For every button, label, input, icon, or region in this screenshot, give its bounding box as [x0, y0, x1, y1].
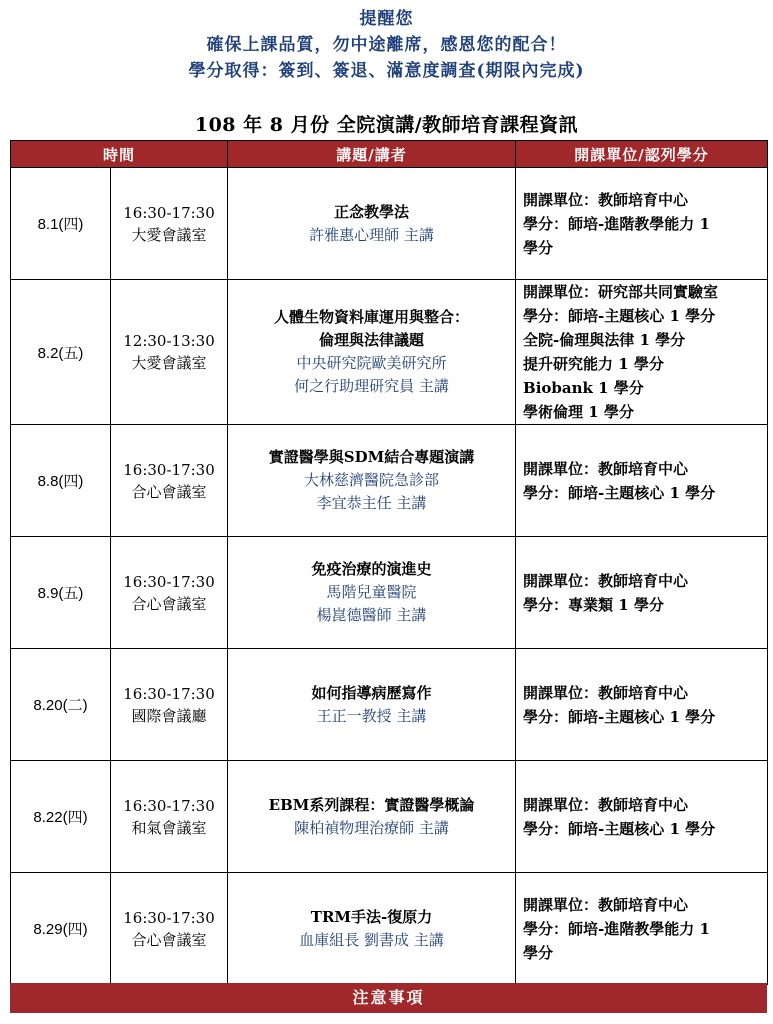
- speaker: 陳柏禎物理治療師 主講: [294, 818, 449, 837]
- session-date: 8.8(四): [11, 425, 111, 537]
- table-row: [11, 168, 768, 280]
- speaker: 馬階兒童醫院: [326, 583, 417, 601]
- credit-line: 開課單位：教師培育中心: [523, 683, 689, 702]
- session-room: 國際會議廳: [131, 706, 207, 725]
- session-credit-cell: [516, 168, 768, 280]
- credit-line: 開課單位：研究部共同實驗室: [523, 283, 719, 301]
- table-row: [11, 280, 768, 425]
- session-time-cell: [111, 168, 228, 280]
- session-topic-cell: [228, 168, 516, 280]
- speaker: 王正一教授 主講: [316, 706, 427, 725]
- header-time: 時間: [11, 141, 228, 168]
- credit-line: 開課單位：教師培育中心: [523, 190, 689, 209]
- credit-line: 開課單位：教師培育中心: [523, 895, 689, 914]
- credit-line: 開課單位：教師培育中心: [523, 459, 689, 478]
- session-time: 16:30-17:30: [123, 460, 215, 479]
- credit-line: 提升研究能力 1 學分: [523, 355, 664, 373]
- session-credit-cell: [516, 649, 768, 761]
- session-topic-cell: [228, 873, 516, 985]
- topic-title: 如何指導病歷寫作: [311, 683, 432, 702]
- session-topic-cell: [228, 537, 516, 649]
- session-topic-cell: [228, 649, 516, 761]
- credit-line: 學分：師培-主題核心 1 學分: [523, 819, 716, 838]
- reminder-attendance-note: 確保上課品質，勿中途離席，感恩您的配合！: [206, 35, 567, 55]
- table-row: [11, 873, 768, 985]
- speaker: 大林慈濟醫院急診部: [304, 471, 440, 489]
- credit-line: 全院-倫理與法律 1 學分: [523, 331, 686, 349]
- speaker: 血庫組長 劉書成 主講: [299, 930, 444, 949]
- credit-line: 學分: [523, 238, 554, 257]
- session-room: 合心會議室: [131, 482, 207, 501]
- session-room: 合心會議室: [131, 930, 207, 949]
- reminder-credit-note: 學分取得：簽到、簽退、滿意度調查(期限內完成): [188, 61, 585, 81]
- session-time: 12:30-13:30: [123, 332, 215, 350]
- session-time: 16:30-17:30: [123, 572, 215, 591]
- session-time: 16:30-17:30: [123, 908, 215, 927]
- session-date: 8.2(五): [11, 280, 111, 425]
- speaker: 許雅惠心理師 主講: [309, 225, 434, 244]
- speaker: 中央研究院歐美研究所: [296, 354, 447, 372]
- session-topic-cell: [228, 425, 516, 537]
- header-credit: 開課單位/認列學分: [516, 141, 768, 168]
- session-credit-cell: [516, 873, 768, 985]
- table-row: [11, 761, 768, 873]
- session-time: 16:30-17:30: [123, 684, 215, 703]
- session-room: 大愛會議室: [131, 354, 207, 372]
- topic-title: 正念教學法: [334, 202, 410, 221]
- session-time-cell: [111, 649, 228, 761]
- session-topic-cell: [228, 761, 516, 873]
- credit-line: 學術倫理 1 學分: [523, 403, 634, 421]
- table-row: [11, 425, 768, 537]
- credit-line: 開課單位：教師培育中心: [523, 571, 689, 590]
- credit-line: 學分：師培-主題核心 1 學分: [523, 707, 716, 726]
- session-room: 和氣會議室: [131, 818, 207, 837]
- session-time: 16:30-17:30: [123, 796, 215, 815]
- speaker: 何之行助理研究員 主講: [294, 377, 449, 395]
- table-row: [11, 537, 768, 649]
- speaker: 楊崑德醫師 主講: [316, 606, 427, 624]
- session-credit-cell: [516, 537, 768, 649]
- session-credit-cell: [516, 425, 768, 537]
- table-header-row: [11, 141, 768, 168]
- speaker: 李宜恭主任 主講: [316, 494, 427, 512]
- credit-line: Biobank 1 學分: [523, 379, 644, 397]
- session-date: 8.1(四): [11, 168, 111, 280]
- credit-line: 學分：師培-進階教學能力 1: [523, 919, 710, 938]
- credit-line: 開課單位：教師培育中心: [523, 795, 689, 814]
- topic-title: EBM系列課程：實證醫學概論: [268, 795, 475, 814]
- credit-line: 學分：師培-主題核心 1 學分: [523, 307, 716, 325]
- notice-bar: 注意事項: [10, 983, 767, 1013]
- reminder-heading: 提醒您: [359, 9, 414, 29]
- session-time-cell: [111, 425, 228, 537]
- session-topic-cell: [228, 280, 516, 425]
- credit-line: 學分：專業類 1 學分: [523, 595, 664, 614]
- session-time: 16:30-17:30: [123, 203, 215, 222]
- session-time-cell: [111, 873, 228, 985]
- topic-title: 人體生物資料庫運用與整合：: [274, 308, 470, 326]
- session-date: 8.22(四): [11, 761, 111, 873]
- table-row: [11, 649, 768, 761]
- credit-line: 學分：師培-主題核心 1 學分: [523, 483, 716, 502]
- reminder-block: [0, 6, 773, 84]
- session-credit-cell: [516, 761, 768, 873]
- topic-title: 倫理與法律議題: [319, 331, 425, 349]
- topic-title: 免疫治療的演進史: [311, 560, 432, 578]
- credit-line: 學分：師培-進階教學能力 1: [523, 214, 710, 233]
- session-date: 8.9(五): [11, 537, 111, 649]
- session-room: 合心會議室: [131, 594, 207, 613]
- session-date: 8.20(二): [11, 649, 111, 761]
- session-room: 大愛會議室: [131, 225, 207, 244]
- session-time-cell: [111, 537, 228, 649]
- session-credit-cell: [516, 280, 768, 425]
- session-date: 8.29(四): [11, 873, 111, 985]
- session-time-cell: [111, 761, 228, 873]
- page-title: 108 年 8 月份 全院演講/教師培育課程資訊: [194, 114, 579, 136]
- session-time-cell: [111, 280, 228, 425]
- header-topic: 講題/講者: [228, 141, 516, 168]
- topic-title: TRM手法-復原力: [310, 907, 433, 926]
- topic-title: 實證醫學與SDM結合專題演講: [268, 448, 475, 466]
- credit-line: 學分: [523, 943, 554, 962]
- schedule-body: [11, 168, 768, 985]
- schedule-table: [10, 140, 768, 985]
